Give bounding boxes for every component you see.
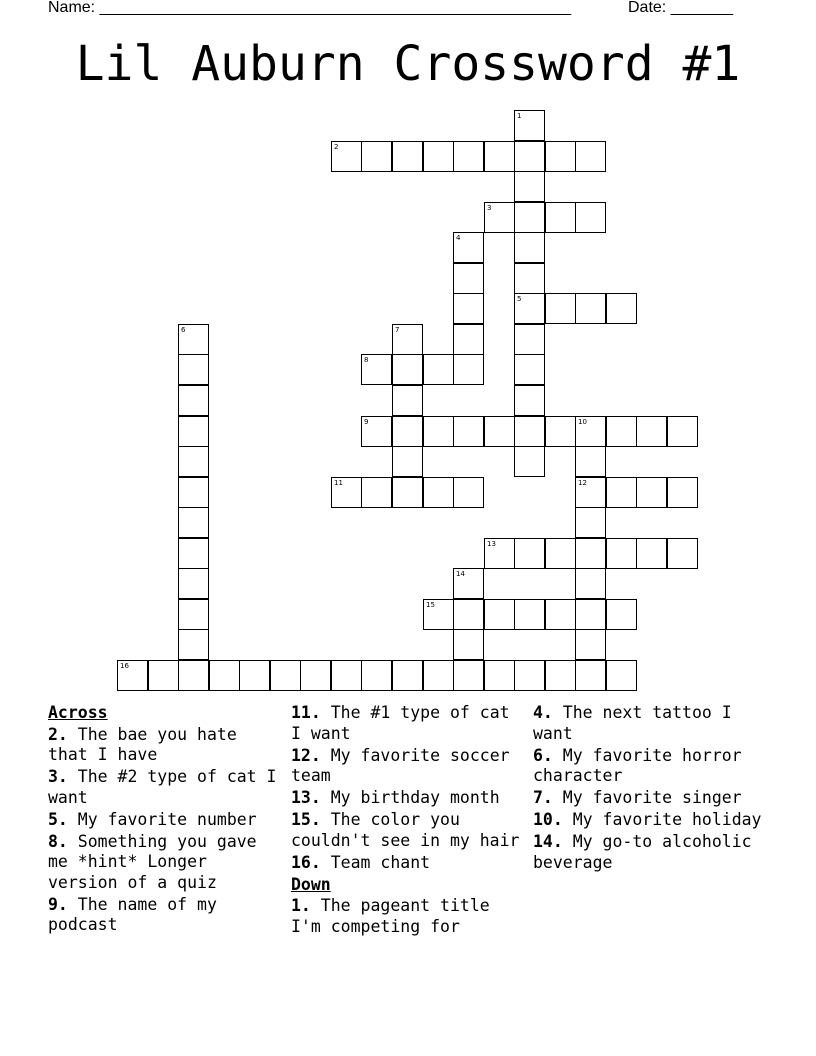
grid-cell[interactable] [667, 538, 698, 569]
grid-cell[interactable] [545, 416, 576, 447]
grid-cell[interactable] [636, 538, 667, 569]
cell-number: 8 [364, 356, 369, 364]
grid-cell[interactable] [606, 293, 637, 324]
cell-number: 1 [517, 112, 522, 120]
cell-number: 10 [578, 418, 587, 426]
grid-cell[interactable] [514, 385, 545, 416]
grid-cell[interactable] [484, 599, 515, 630]
cell-number: 4 [456, 234, 461, 242]
grid-cell[interactable] [514, 110, 545, 141]
clues-column-2 [291, 703, 529, 939]
clues-column-3 [533, 703, 773, 875]
cell-number: 16 [120, 662, 129, 670]
grid-cell[interactable] [361, 660, 392, 691]
grid-cell[interactable] [178, 446, 209, 477]
grid-cell[interactable] [606, 477, 637, 508]
clue-across-2: 2. The bae you hate that I have [48, 724, 237, 764]
grid-cell[interactable] [514, 599, 545, 630]
grid-cell[interactable] [606, 660, 637, 691]
grid-cell[interactable] [575, 477, 606, 508]
cell-number: 14 [456, 570, 465, 578]
date-field-line: Date: _______ [628, 0, 733, 16]
grid-cell[interactable] [453, 263, 484, 294]
grid-cell[interactable] [545, 538, 576, 569]
grid-cell[interactable] [453, 232, 484, 263]
cell-number: 12 [578, 479, 587, 487]
grid-cell[interactable] [178, 354, 209, 385]
cell-number: 5 [517, 295, 522, 303]
grid-cell[interactable] [178, 629, 209, 660]
grid-cell[interactable] [178, 660, 209, 691]
grid-cell[interactable] [575, 141, 606, 172]
cell-number: 7 [395, 326, 400, 334]
grid-cell[interactable] [545, 202, 576, 233]
name-field-line: Name: _____________________________________________________ [48, 0, 572, 16]
grid-cell[interactable] [178, 477, 209, 508]
grid-cell[interactable] [423, 354, 454, 385]
clues-column-1 [48, 703, 280, 937]
grid-cell[interactable] [361, 477, 392, 508]
grid-cell[interactable] [606, 538, 637, 569]
grid-cell[interactable] [575, 538, 606, 569]
grid-cell[interactable] [636, 416, 667, 447]
grid-cell[interactable] [667, 416, 698, 447]
grid-cell[interactable] [667, 477, 698, 508]
grid-cell[interactable] [453, 629, 484, 660]
grid-cell[interactable] [270, 660, 301, 691]
grid-cell[interactable] [514, 141, 545, 172]
clue-down-10: 10. My favorite holiday [533, 810, 762, 829]
grid-cell[interactable] [575, 629, 606, 660]
grid-cell[interactable] [453, 568, 484, 599]
grid-cell[interactable] [331, 660, 362, 691]
grid-cell[interactable] [484, 538, 515, 569]
grid-cell[interactable] [514, 660, 545, 691]
grid-cell[interactable] [453, 416, 484, 447]
clue-down-7: 7. My favorite singer [533, 788, 742, 807]
clue-across-3: 3. The #2 type of cat I want [48, 767, 277, 807]
grid-cell[interactable] [484, 660, 515, 691]
grid-cell[interactable] [392, 660, 423, 691]
across-heading: Across [48, 703, 108, 722]
cell-number: 2 [334, 143, 339, 151]
grid-cell[interactable] [392, 477, 423, 508]
grid-cell[interactable] [209, 660, 240, 691]
grid-cell[interactable] [392, 385, 423, 416]
grid-cell[interactable] [606, 599, 637, 630]
grid-cell[interactable] [239, 660, 270, 691]
grid-cell[interactable] [361, 416, 392, 447]
grid-cell[interactable] [636, 477, 667, 508]
grid-cell[interactable] [575, 599, 606, 630]
grid-cell[interactable] [300, 660, 331, 691]
grid-cell[interactable] [423, 477, 454, 508]
grid-cell[interactable] [392, 141, 423, 172]
grid-cell[interactable] [545, 141, 576, 172]
clue-across-5: 5. My favorite number [48, 809, 257, 829]
grid-cell[interactable] [178, 324, 209, 355]
clue-across-13: 13. My birthday month [291, 788, 500, 807]
grid-cell[interactable] [148, 660, 179, 691]
grid-cell[interactable] [514, 416, 545, 447]
grid-cell[interactable] [178, 416, 209, 447]
grid-cell[interactable] [178, 538, 209, 569]
page-title: Lil Auburn Crossword #1 [75, 36, 741, 92]
grid-cell[interactable] [361, 354, 392, 385]
grid-cell[interactable] [423, 141, 454, 172]
grid-cell[interactable] [514, 293, 545, 324]
grid-cell[interactable] [178, 507, 209, 538]
clue-across-16: 16. Team chant [291, 852, 431, 872]
grid-cell[interactable] [331, 477, 362, 508]
cell-number: 6 [181, 326, 186, 334]
grid-cell[interactable] [575, 446, 606, 477]
clue-down-4: 4. The next tattoo I want [533, 703, 732, 743]
grid-cell[interactable] [361, 141, 392, 172]
clue-down-1: 1. The pageant title I'm competing for [291, 896, 490, 936]
grid-cell[interactable] [453, 660, 484, 691]
grid-cell[interactable] [575, 660, 606, 691]
grid-cell[interactable] [453, 293, 484, 324]
grid-cell[interactable] [117, 660, 148, 691]
grid-cell[interactable] [453, 141, 484, 172]
grid-cell[interactable] [392, 354, 423, 385]
cell-number: 3 [487, 204, 492, 212]
clue-across-15: 15. The color you couldn't see in my hair [291, 810, 520, 850]
grid-cell[interactable] [484, 141, 515, 172]
grid-cell[interactable] [575, 507, 606, 538]
grid-cell[interactable] [453, 599, 484, 630]
grid-cell[interactable] [453, 354, 484, 385]
grid-cell[interactable] [575, 416, 606, 447]
grid-cell[interactable] [178, 599, 209, 630]
down-heading: Down [291, 874, 331, 894]
grid-cell[interactable] [178, 568, 209, 599]
grid-cell[interactable] [392, 416, 423, 447]
grid-cell[interactable] [514, 538, 545, 569]
clue-down-14: 14. My go-to alcoholic beverage [533, 832, 752, 872]
grid-cell[interactable] [423, 660, 454, 691]
grid-cell[interactable] [514, 446, 545, 477]
grid-cell[interactable] [575, 202, 606, 233]
grid-cell[interactable] [484, 416, 515, 447]
clue-across-12: 12. My favorite soccer team [291, 745, 510, 785]
grid-cell[interactable] [545, 660, 576, 691]
grid-cell[interactable] [575, 293, 606, 324]
grid-cell[interactable] [453, 477, 484, 508]
grid-cell[interactable] [575, 568, 606, 599]
grid-cell[interactable] [545, 293, 576, 324]
grid-cell[interactable] [423, 599, 454, 630]
grid-cell[interactable] [484, 202, 515, 233]
grid-cell[interactable] [514, 171, 545, 202]
grid-cell[interactable] [514, 263, 545, 294]
grid-cell[interactable] [423, 416, 454, 447]
clue-across-11: 11. The #1 type of cat I want [291, 703, 510, 743]
cell-number: 9 [364, 418, 369, 426]
grid-cell[interactable] [606, 416, 637, 447]
grid-cell[interactable] [392, 324, 423, 355]
cell-number: 13 [487, 540, 496, 548]
grid-cell[interactable] [514, 202, 545, 233]
clue-across-9: 9. The name of my podcast [48, 894, 217, 934]
grid-cell[interactable] [514, 354, 545, 385]
cell-number: 11 [334, 479, 343, 487]
clue-down-6: 6. My favorite horror character [533, 745, 742, 785]
grid-cell[interactable] [514, 324, 545, 355]
grid-cell[interactable] [453, 324, 484, 355]
clue-across-8: 8. Something you gave me *hint* Longer version of a quiz [48, 831, 257, 892]
grid-cell[interactable] [545, 599, 576, 630]
grid-cell[interactable] [178, 385, 209, 416]
cell-number: 15 [426, 601, 435, 609]
grid-cell[interactable] [331, 141, 362, 172]
grid-cell[interactable] [514, 232, 545, 263]
grid-cell[interactable] [392, 446, 423, 477]
